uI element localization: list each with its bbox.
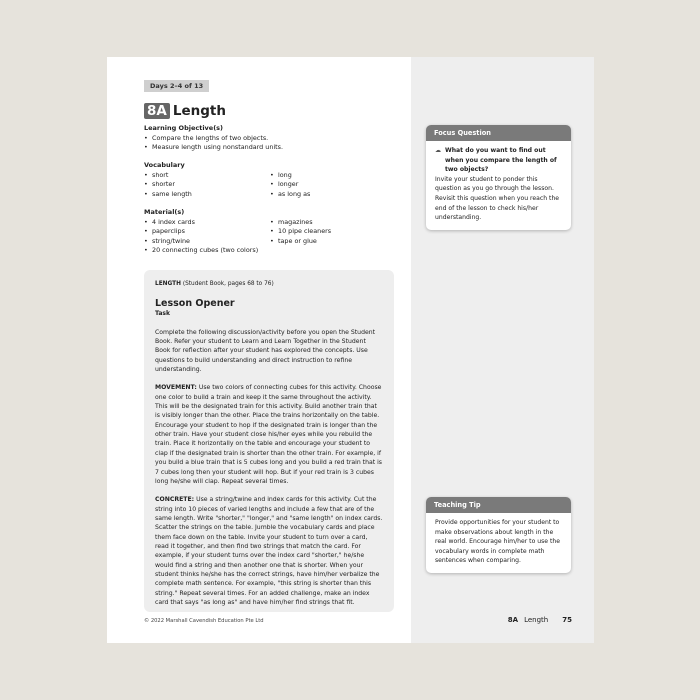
vocabulary-heading: Vocabulary bbox=[144, 161, 185, 169]
material-item: • 10 pipe cleaners bbox=[270, 227, 331, 237]
concrete-text: Use a string/twine and index cards for this activity. Cut the string into 10 pieces of varied lengths and include a few that are of the same length. Write "shorter," "longer," and "same length" on index cards. Scatter the strings on the table. Jumble the vocabulary cards and place them face down on the table. Invite your student to turn over a card, read it together, and then find two strings that match the card. For example, if your student turns over the index card "shorter," he/she would find a string and then another one that is shorter. When your student thinks he/she has the correct strings, have him/her verbalize the complete math sentence. For example, "this string is shorter than this string." Repeat several times. For an added challenge, make an index card that says "as long as" and have him/her find strings that fit. bbox=[155, 496, 383, 606]
focus-question-body: Invite your student to ponder this question as you go through the lesson. Revisit this question when you reach the end of the lesson to check his/her understanding. bbox=[435, 175, 560, 222]
copyright: © 2022 Marshall Cavendish Education Pte Ltd bbox=[144, 618, 264, 624]
material-item: • string/twine bbox=[144, 237, 258, 247]
material-item: • tape or glue bbox=[270, 237, 331, 247]
movement-text: Use two colors of connecting cubes for this activity. Choose one color to build a train and keep it the same throughout the activity. This will be the designated train for this activity. Build another train that is visibly longer than the other. Place the trains horizontally on the table. Encourage your student to hop if the designated train is longer than the other train. Have your student close his/her eyes while you rebuild the train. Place it horizontally on the table and encourage your student to clap if the designated train is shorter than the other train. For example, if you build a blue train that is 5 cubes long and you build a red train that is 7 cubes long then your student will hop. But if your red train is 3 cubes long he/she will clap. Repeat several times. bbox=[155, 384, 383, 485]
lesson-opener-box bbox=[144, 270, 394, 612]
concrete-paragraph bbox=[155, 495, 383, 607]
teaching-tip-heading: Teaching Tip bbox=[426, 497, 571, 513]
chapter-title: Length bbox=[172, 103, 226, 119]
section-reference: (Student Book, pages 68 to 76) bbox=[182, 281, 274, 287]
materials-col2 bbox=[270, 218, 331, 247]
objective-item: • Measure length using nonstandard units. bbox=[144, 143, 283, 153]
lesson-intro: Complete the following discussion/activity before you open the Student Book. Refer your student to Learn and Learn Together in the Student Book for reflection after your student has explored the concepts. Use questions to build understanding and direct instruction to refine understanding. bbox=[155, 328, 376, 374]
page-footer bbox=[508, 616, 572, 624]
speech-bubble-icon: ☁ bbox=[435, 147, 441, 154]
focus-question-card bbox=[426, 125, 571, 230]
focus-question bbox=[435, 146, 562, 175]
materials-section bbox=[144, 208, 258, 256]
lesson-title: Lesson Opener bbox=[155, 298, 235, 310]
teaching-tip-card bbox=[426, 497, 571, 573]
page-number: 75 bbox=[562, 616, 572, 624]
objectives-section bbox=[144, 124, 283, 153]
focus-question-text: What do you want to find out when you compare the length of two objects? bbox=[445, 147, 557, 174]
material-item: • magazines bbox=[270, 218, 331, 228]
movement-label: MOVEMENT: bbox=[155, 384, 197, 392]
chapter-code: 8A bbox=[144, 103, 170, 119]
materials-heading: Material(s) bbox=[144, 208, 185, 216]
vocabulary-item: • long bbox=[270, 171, 310, 181]
vocabulary-item: • short bbox=[144, 171, 192, 181]
section-label: LENGTH bbox=[155, 281, 181, 287]
vocabulary-item: • same length bbox=[144, 190, 192, 200]
material-item: • paperclips bbox=[144, 227, 258, 237]
footer-chapter-code: 8A bbox=[507, 616, 519, 624]
teaching-tip-body: Provide opportunities for your student to make observations about length in the real world. Encourage him/her to use the vocabulary words in complete math sentences when comparing. bbox=[435, 519, 560, 565]
vocabulary-item: • as long as bbox=[270, 190, 310, 200]
footer-chapter-title: Length bbox=[524, 616, 549, 624]
page-title bbox=[144, 103, 226, 119]
objectives-heading: Learning Objective(s) bbox=[144, 124, 223, 132]
vocabulary-item: • longer bbox=[270, 180, 310, 190]
movement-paragraph bbox=[155, 383, 383, 486]
days-badge: Days 2–4 of 13 bbox=[144, 80, 209, 92]
vocabulary-item: • shorter bbox=[144, 180, 192, 190]
focus-question-heading: Focus Question bbox=[426, 125, 571, 141]
objective-item: • Compare the lengths of two objects. bbox=[144, 134, 283, 144]
vocabulary-section bbox=[144, 161, 192, 199]
concrete-label: CONCRETE: bbox=[155, 496, 195, 504]
material-item: • 4 index cards bbox=[144, 218, 258, 228]
workbook-page bbox=[107, 57, 594, 643]
lesson-subtitle: Task bbox=[155, 310, 170, 318]
lesson-section-header bbox=[155, 280, 383, 289]
vocabulary-col2 bbox=[270, 171, 310, 200]
material-item: • 20 connecting cubes (two colors) bbox=[144, 246, 258, 256]
